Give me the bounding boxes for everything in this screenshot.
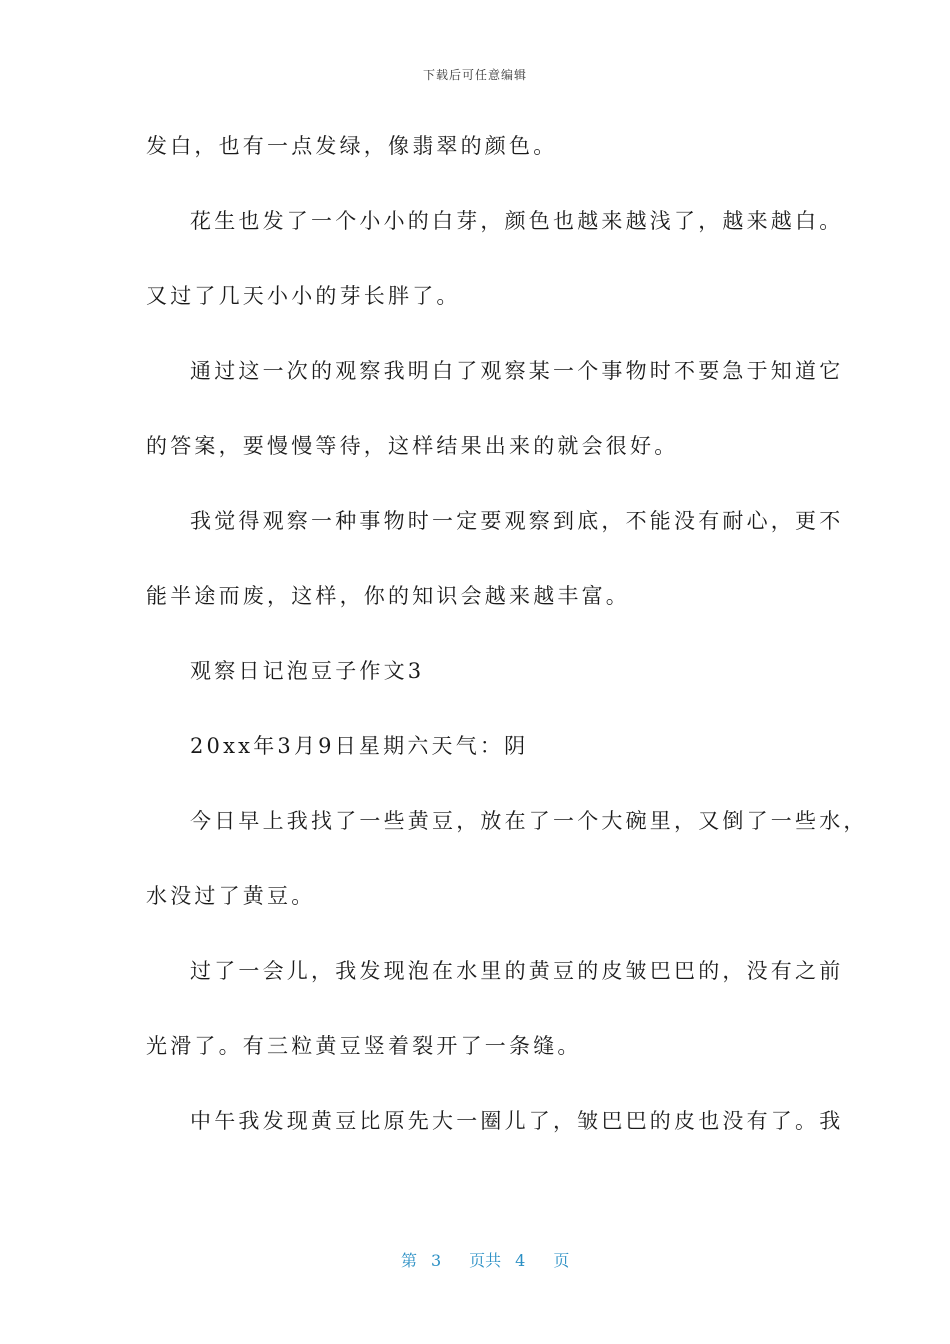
paragraph-start-line: 今日早上我找了一些黄豆，放在了一个大碗里，又倒了一些水， — [190, 809, 868, 833]
body-line: 光滑了。有三粒黄豆竖着裂开了一条缝。 — [146, 1034, 582, 1058]
body-line: 发白，也有一点发绿，像翡翠的颜色。 — [146, 134, 558, 158]
footer-label-page: 第 — [400, 1251, 417, 1270]
body-line: 水没过了黄豆。 — [146, 884, 316, 908]
diary-date-line: 20xx年3月9日星期六天气：阴 — [190, 734, 529, 758]
footer-current-page: 3 — [430, 1251, 442, 1270]
footer-label-mid: 页共 — [469, 1251, 502, 1270]
paragraph-start-line: 通过这一次的观察我明白了观察某一个事物时不要急于知道它 — [190, 359, 844, 383]
body-line: 又过了几天小小的芽长胖了。 — [146, 284, 461, 308]
body-line: 的答案，要慢慢等待，这样结果出来的就会很好。 — [146, 434, 679, 458]
paragraph-start-line: 我觉得观察一种事物时一定要观察到底，不能没有耐心，更不 — [190, 509, 844, 533]
page-header: 下载后可任意编辑 — [422, 68, 527, 82]
section-title: 观察日记泡豆子作文3 — [190, 659, 425, 683]
paragraph-start-line: 中午我发现黄豆比原先大一圈儿了，皱巴巴的皮也没有了。我 — [190, 1109, 844, 1133]
paragraph-start-line: 花生也发了一个小小的白芽，颜色也越来越浅了，越来越白。 — [190, 209, 844, 233]
page-footer — [0, 1229, 950, 1290]
body-line: 能半途而废，这样，你的知识会越来越丰富。 — [146, 584, 630, 608]
footer-label-end: 页 — [553, 1251, 570, 1270]
footer-total-pages: 4 — [515, 1251, 526, 1270]
paragraph-start-line: 过了一会儿，我发现泡在水里的黄豆的皮皱巴巴的，没有之前 — [190, 959, 844, 983]
